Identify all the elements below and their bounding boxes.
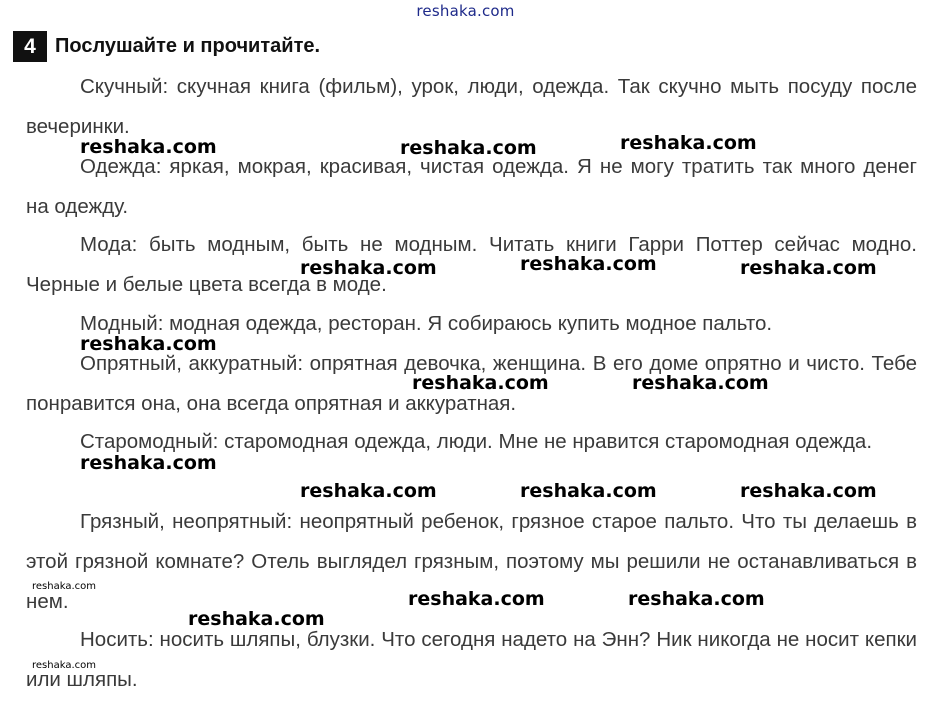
paragraph-boring: Скучный: скучная книга (фильм), урок, люди, одежда. Так скучно мыть посуду после вечеринки. bbox=[26, 75, 917, 138]
watermark: reshaka.com bbox=[520, 480, 657, 502]
paragraph-dirty: Грязный, неопрятный: неопрятный ребенок, грязное старое пальто. Что ты делаешь в этой грязной комнате? Отель выглядел грязным, поэтому мы решили не останавливаться в нем. bbox=[26, 510, 917, 613]
header-watermark: reshaka.com bbox=[416, 2, 515, 20]
task-title: Послушайте и прочитайте. bbox=[55, 35, 321, 57]
watermark: reshaka.com bbox=[80, 333, 217, 355]
watermark-small: reshaka.com bbox=[32, 660, 96, 671]
task-number-badge: 4 bbox=[13, 31, 47, 62]
watermark: reshaka.com bbox=[520, 253, 657, 275]
watermark: reshaka.com bbox=[80, 452, 217, 474]
watermark: reshaka.com bbox=[80, 136, 217, 158]
paragraph-old-fashioned: Старомодный: старомодная одежда, люди. Мне не нравится старомодная одежда. bbox=[80, 430, 873, 453]
watermark: reshaka.com bbox=[628, 588, 765, 610]
watermark: reshaka.com bbox=[188, 608, 325, 630]
watermark: reshaka.com bbox=[620, 132, 757, 154]
watermark: reshaka.com bbox=[632, 372, 769, 394]
paragraph-wear: Носить: носить шляпы, блузки. Что сегодня надето на Энн? Ник никогда не носит кепки или шляпы. bbox=[26, 628, 917, 691]
watermark-small: reshaka.com bbox=[32, 581, 96, 592]
watermark: reshaka.com bbox=[408, 588, 545, 610]
paragraph-fashionable: Модный: модная одежда, ресторан. Я собираюсь купить модное пальто. bbox=[80, 312, 773, 335]
watermark: reshaka.com bbox=[412, 372, 549, 394]
paragraph-clothes: Одежда: яркая, мокрая, красивая, чистая одежда. Я не могу тратить так много денег на одежду. bbox=[26, 155, 917, 218]
paragraph-fashion: Мода: быть модным, быть не модным. Читать книги Гарри Поттер сейчас модно. Черные и белые цвета всегда в моде. bbox=[26, 233, 917, 296]
paragraph-neat: Опрятный, аккуратный: опрятная девочка, женщина. В его доме опрятно и чисто. Тебе понравится она, она всегда опрятная и аккуратная. bbox=[26, 352, 917, 415]
watermark: reshaka.com bbox=[300, 480, 437, 502]
watermark: reshaka.com bbox=[300, 257, 437, 279]
task-heading bbox=[13, 31, 320, 62]
watermark: reshaka.com bbox=[400, 137, 537, 159]
watermark: reshaka.com bbox=[740, 480, 877, 502]
watermark: reshaka.com bbox=[740, 257, 877, 279]
